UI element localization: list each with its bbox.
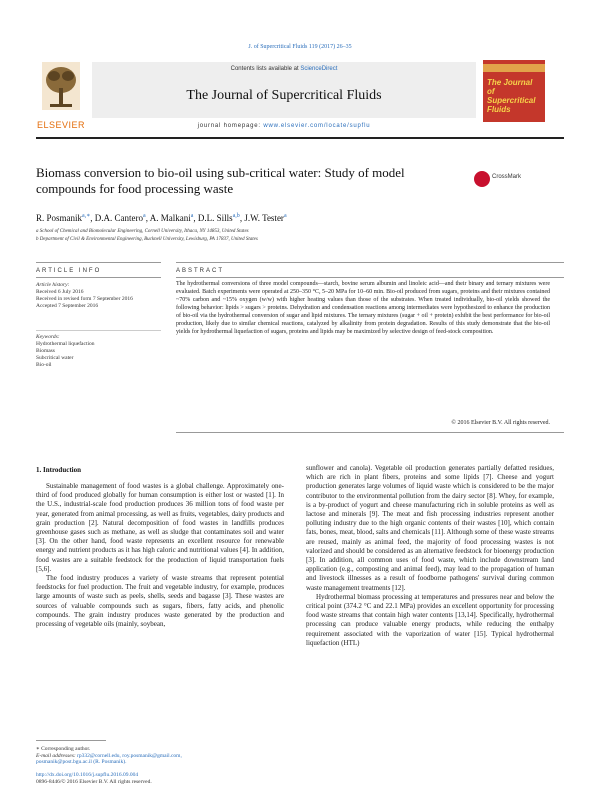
received-date: Received 6 July 2016	[36, 289, 84, 295]
crossmark-label[interactable]: CrossMark	[492, 174, 522, 180]
keyword: Subcritical water	[36, 355, 74, 361]
email-link-2[interactable]: posmanik@post.bgu.ac.il (R. Posmanik).	[36, 759, 127, 765]
body-paragraph: Sustainable management of food wastes is a global challenge. Approximately one-third of food produced globally for human consumption is either lost or wasted [1]. In the U.S., industrial-scale food production produces 36 million tons of food waste per year, generated from animal processing, as well as fruits, vegetables, dairy products and grain production [2]. Natural decomposition of food wastes in landfills produces greenhouse gases such as methane, as well as sludge that contaminates soil and water [3]. On the other hand, food waste represents an excellent resource for renewable energy and nutrient products as it has high caloric and nutritional values [4]. In addition, food wastes are a suitable feedstock for the production of liquid transportation fuels [5,6].	[36, 482, 284, 573]
author-name[interactable]: J.W. Tester	[244, 213, 284, 223]
doi-block	[36, 772, 152, 786]
email-label: E-mail addresses:	[36, 752, 78, 759]
journal-cover-image	[483, 60, 545, 122]
journal-header-band	[92, 62, 476, 118]
homepage-prefix: journal homepage:	[197, 123, 264, 129]
author-affiliation-marker[interactable]: a,b	[232, 213, 240, 219]
author-name[interactable]: A. Malkani	[149, 213, 191, 223]
history-label: Article history:	[36, 282, 70, 288]
body-left-column	[36, 482, 284, 629]
affiliation-b: b Department of Civil & Environmental Engineering, Bucknell University, Lewisburg, PA 17837, United States	[36, 237, 258, 242]
body-right-column	[306, 464, 554, 648]
section-heading-introduction: 1. Introduction	[36, 466, 81, 474]
abstract-heading: ABSTRACT	[176, 268, 225, 274]
author-separator: ,	[145, 213, 150, 223]
author-affiliation-marker[interactable]: a,∗	[82, 213, 91, 219]
author-separator: ,	[193, 213, 198, 223]
keyword: Hydrothermal liquefaction	[36, 341, 95, 347]
abstract-copyright: © 2016 Elsevier B.V. All rights reserved.	[451, 420, 550, 426]
body-paragraph: sunflower and canola). Vegetable oil production generates partially defatted residues, which are rich in plant fibers, proteins and some lipids [7]. Cheese and yogurt production generates large volumes of liquid waste which is considered to be the major contributor to the environmental pollution from the dairy sector [8]. Whey, for example, is a by-product of yogurt and cheese manufacturing rich in soluble proteins as well as lactose and minerals [9]. The meat and fish processing industries represent another polluting industry due to the high organic contents of their wastes [10], which contain fats, bones, meat, blood, salts and chemicals [11]. Although some of these waste streams are reused, mainly as animal feed, the majority of food processing wastes is not valorized and should be considered as an alternative feedstock for bioenergy production [3]. In addition, all common uses of food waste, which include downstream land application (e.g., composting and animal feed), may lead to the propagation of human and livestock illnesses as a result of foodborne pathogens' survival during common waste management treatments [12].	[306, 464, 554, 592]
email-links[interactable]: rp332@cornell.edu, roy.posmanik@gmail.com,	[77, 752, 182, 759]
sciencedirect-link[interactable]: ScienceDirect	[300, 66, 338, 72]
header-rule	[36, 137, 564, 139]
abstract-end-rule	[176, 432, 564, 433]
publisher-name: ELSEVIER	[36, 120, 86, 130]
body-paragraph: Hydrothermal biomass processing at temperatures and pressures near and below the critical point (374.2 °C and 22.1 MPa) provides an excellent opportunity for processing food waste streams that contain high water contents [13,14]. Specifically, hydrothermal processing can produce valuable energy products, while reducing the enthalpy requirement associated with the vaporization of water [15]. Typical hydrothermal liquefaction (HTL)	[306, 592, 554, 647]
corresponding-author-note: ∗ Corresponding author.	[36, 746, 91, 752]
abstract-rule-2	[176, 277, 564, 278]
body-paragraph: The food industry produces a variety of waste streams that represent potential feedstocks for fuel production. The fruit and vegetable industry, for example, produces large amounts of waste such as peels, shells, seeds and bagasse [3]. These wastes are sources of valuable compounds such as sugars, fibers, fatty acids, and phenolic compounds. The grain industry produces waste generated by the production and processing of vegetable oils (mainly, soybean,	[36, 574, 284, 629]
article-title: Biomass conversion to bio-oil using sub-critical water: Study of model compounds for food processing waste	[36, 165, 405, 196]
accepted-date: Accepted 7 September 2016	[36, 303, 99, 309]
affiliation-a: a School of Chemical and Biomolecular Engineering, Cornell University, Ithaca, NY 14853, United States	[36, 229, 249, 234]
journal-title: The Journal of Supercritical Fluids	[186, 88, 382, 103]
author-name[interactable]: D.L. Sills	[197, 213, 233, 223]
author-name[interactable]: D.A. Cantero	[94, 213, 144, 223]
footnote	[36, 746, 284, 766]
abstract-text: The hydrothermal conversions of three model compounds—starch, bovine serum albumin and linoleic acid—and their binary and ternary mixtures were evaluated. Batch experiments were operated at 250–350 °C, 5–20 MPa for 10–60 min. Bio-oil produced from sugars, proteins and their mixtures contained ~70% carbon and ~15% oxygen (w/w) with higher heating values than those of the substrates. When treated individually, bio-oil yields showed the following behavior: lipids > sugars > proteins. Dehydration and condensation reactions among intermediates were hypothesized to enhance the production of bio-oil via the hydrothermal conversion of sugar and lipid mixtures. The ternary mixtures (sugar + oil + protein) exhibit the best performance for bio-oil production, likely due to similar chemical reactions, catalyzed by alkalinity from protein degradation. Results of this study demonstrate that the bio-oil yields for hydrothermal liquefaction of sugars, proteins and lipids may be maximized by selective design of feed-stock composition.	[176, 281, 550, 335]
article-info-rule-2	[36, 277, 161, 278]
keywords	[36, 334, 161, 369]
issn-line: 0896-8446/© 2016 Elsevier B.V. All rights reserved.	[36, 779, 152, 785]
article-info-heading: ARTICLE INFO	[36, 268, 102, 274]
article-info-rule	[36, 262, 161, 263]
keywords-rule	[36, 330, 161, 331]
elsevier-logo	[36, 60, 86, 128]
keywords-label: Keywords:	[36, 334, 60, 340]
abstract-rule	[176, 262, 564, 263]
author-name[interactable]: R. Posmanik	[36, 213, 83, 223]
cover-band	[483, 64, 545, 72]
author-affiliation-marker[interactable]: a	[143, 213, 146, 219]
journal-homepage	[92, 123, 476, 129]
homepage-link[interactable]: www.elsevier.com/locate/supflu	[263, 123, 371, 129]
elsevier-tree-icon	[42, 62, 80, 110]
author-separator: ,	[239, 213, 245, 223]
author-affiliation-marker[interactable]: a	[283, 213, 287, 219]
revised-date: Received in revised form 7 September 2016	[36, 296, 133, 302]
keyword: Biomass	[36, 348, 55, 354]
doi-link[interactable]: http://dx.doi.org/10.1016/j.supflu.2016.09.004	[36, 772, 139, 778]
cover-title: The Journal of Supercritical Fluids	[487, 78, 536, 114]
contents-prefix: Contents lists available at	[230, 66, 301, 72]
footnote-rule	[36, 740, 106, 741]
author-separator: ,	[90, 213, 95, 223]
contents-line	[92, 66, 476, 72]
article-history	[36, 282, 161, 310]
author-list	[36, 212, 556, 223]
author-affiliation-marker[interactable]: a	[190, 213, 194, 219]
keyword: Bio-oil	[36, 362, 52, 368]
journal-reference[interactable]: J. of Supercritical Fluids 119 (2017) 26–35	[248, 44, 352, 50]
crossmark-icon[interactable]	[474, 171, 490, 187]
